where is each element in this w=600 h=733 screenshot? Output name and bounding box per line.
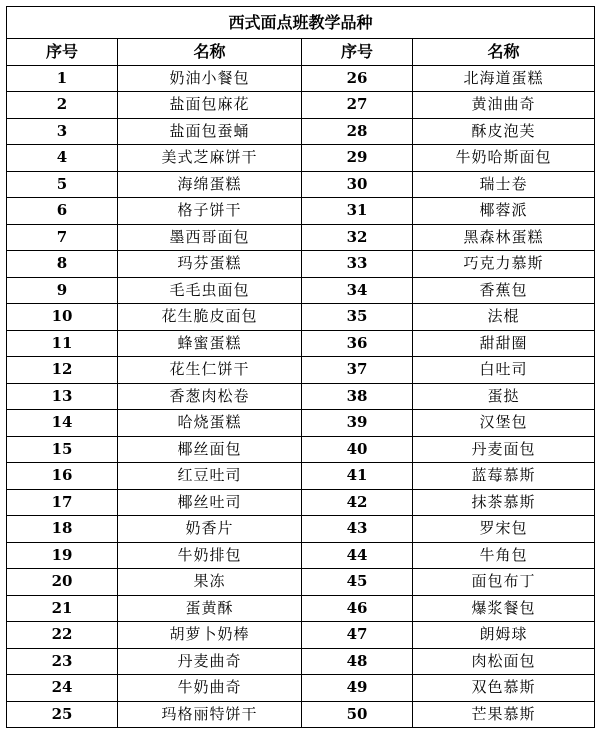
item-number-right: 49 — [302, 675, 413, 702]
item-number-right: 28 — [302, 118, 413, 145]
item-number-right: 47 — [302, 622, 413, 649]
item-name-right: 黄油曲奇 — [413, 92, 595, 119]
item-name-left: 花生脆皮面包 — [118, 304, 302, 331]
item-name-left: 哈烧蛋糕 — [118, 410, 302, 437]
item-number-left: 22 — [7, 622, 118, 649]
item-number-left: 8 — [7, 251, 118, 278]
item-number-right: 45 — [302, 569, 413, 596]
item-name-right: 瑞士卷 — [413, 171, 595, 198]
item-number-right: 34 — [302, 277, 413, 304]
item-name-right: 汉堡包 — [413, 410, 595, 437]
item-name-left: 蜂蜜蛋糕 — [118, 330, 302, 357]
table-row — [7, 463, 595, 490]
item-number-right: 36 — [302, 330, 413, 357]
curriculum-table — [6, 6, 595, 728]
item-name-left: 盐面包麻花 — [118, 92, 302, 119]
item-name-right: 罗宋包 — [413, 516, 595, 543]
item-number-left: 6 — [7, 198, 118, 225]
item-name-left: 香葱肉松卷 — [118, 383, 302, 410]
table-row — [7, 304, 595, 331]
item-number-right: 31 — [302, 198, 413, 225]
item-name-left: 海绵蛋糕 — [118, 171, 302, 198]
item-number-left: 15 — [7, 436, 118, 463]
item-name-left: 花生仁饼干 — [118, 357, 302, 384]
item-name-right: 香蕉包 — [413, 277, 595, 304]
item-number-left: 24 — [7, 675, 118, 702]
item-number-left: 1 — [7, 65, 118, 92]
header-number-right: 序号 — [302, 39, 413, 66]
table-row — [7, 569, 595, 596]
item-number-right: 32 — [302, 224, 413, 251]
item-name-left: 果冻 — [118, 569, 302, 596]
item-name-left: 丹麦曲奇 — [118, 648, 302, 675]
item-number-right: 43 — [302, 516, 413, 543]
table-row — [7, 277, 595, 304]
item-number-left: 23 — [7, 648, 118, 675]
table-row — [7, 224, 595, 251]
item-number-left: 5 — [7, 171, 118, 198]
item-name-right: 甜甜圈 — [413, 330, 595, 357]
header-name-left: 名称 — [118, 39, 302, 66]
item-name-right: 抹茶慕斯 — [413, 489, 595, 516]
table-row — [7, 65, 595, 92]
table-row — [7, 595, 595, 622]
item-number-left: 7 — [7, 224, 118, 251]
item-number-left: 25 — [7, 701, 118, 728]
item-name-right: 朗姆球 — [413, 622, 595, 649]
table-row — [7, 675, 595, 702]
item-number-left: 4 — [7, 145, 118, 172]
item-number-left: 3 — [7, 118, 118, 145]
item-number-left: 20 — [7, 569, 118, 596]
item-name-left: 毛毛虫面包 — [118, 277, 302, 304]
item-name-left: 牛奶排包 — [118, 542, 302, 569]
table-row — [7, 171, 595, 198]
item-name-left: 椰丝面包 — [118, 436, 302, 463]
item-number-right: 30 — [302, 171, 413, 198]
table-row — [7, 357, 595, 384]
item-number-right: 33 — [302, 251, 413, 278]
item-name-right: 面包布丁 — [413, 569, 595, 596]
item-number-left: 2 — [7, 92, 118, 119]
item-name-left: 牛奶曲奇 — [118, 675, 302, 702]
item-name-right: 北海道蛋糕 — [413, 65, 595, 92]
item-name-left: 奶油小餐包 — [118, 65, 302, 92]
item-name-right: 酥皮泡芙 — [413, 118, 595, 145]
item-number-right: 27 — [302, 92, 413, 119]
item-number-right: 50 — [302, 701, 413, 728]
table-title: 西式面点班教学品种 — [7, 7, 595, 39]
item-number-left: 17 — [7, 489, 118, 516]
item-number-left: 12 — [7, 357, 118, 384]
table-row — [7, 542, 595, 569]
title-row — [7, 7, 595, 39]
item-name-right: 丹麦面包 — [413, 436, 595, 463]
item-name-right: 白吐司 — [413, 357, 595, 384]
table-row — [7, 701, 595, 728]
item-number-right: 38 — [302, 383, 413, 410]
item-name-right: 蓝莓慕斯 — [413, 463, 595, 490]
table-row — [7, 622, 595, 649]
item-name-right: 牛奶哈斯面包 — [413, 145, 595, 172]
item-name-right: 黑森林蛋糕 — [413, 224, 595, 251]
item-name-left: 椰丝吐司 — [118, 489, 302, 516]
item-name-left: 格子饼干 — [118, 198, 302, 225]
item-number-right: 46 — [302, 595, 413, 622]
item-name-left: 红豆吐司 — [118, 463, 302, 490]
header-name-right: 名称 — [413, 39, 595, 66]
table-row — [7, 516, 595, 543]
item-name-right: 巧克力慕斯 — [413, 251, 595, 278]
item-number-left: 9 — [7, 277, 118, 304]
item-name-right: 法棍 — [413, 304, 595, 331]
table-row — [7, 489, 595, 516]
table-row — [7, 648, 595, 675]
item-name-left: 奶香片 — [118, 516, 302, 543]
item-name-left: 蛋黄酥 — [118, 595, 302, 622]
item-number-left: 16 — [7, 463, 118, 490]
table-row — [7, 383, 595, 410]
item-number-right: 29 — [302, 145, 413, 172]
item-number-right: 37 — [302, 357, 413, 384]
item-number-right: 42 — [302, 489, 413, 516]
item-number-left: 13 — [7, 383, 118, 410]
table-row — [7, 198, 595, 225]
header-row — [7, 39, 595, 66]
item-number-right: 40 — [302, 436, 413, 463]
item-name-left: 胡萝卜奶棒 — [118, 622, 302, 649]
item-name-right: 椰蓉派 — [413, 198, 595, 225]
item-number-right: 39 — [302, 410, 413, 437]
header-number-left: 序号 — [7, 39, 118, 66]
item-number-left: 21 — [7, 595, 118, 622]
item-number-right: 44 — [302, 542, 413, 569]
item-name-right: 牛角包 — [413, 542, 595, 569]
item-name-right: 芒果慕斯 — [413, 701, 595, 728]
table-row — [7, 436, 595, 463]
item-number-left: 19 — [7, 542, 118, 569]
item-name-right: 爆浆餐包 — [413, 595, 595, 622]
table-row — [7, 92, 595, 119]
item-number-left: 11 — [7, 330, 118, 357]
item-name-left: 墨西哥面包 — [118, 224, 302, 251]
item-number-left: 14 — [7, 410, 118, 437]
table-row — [7, 410, 595, 437]
item-number-right: 35 — [302, 304, 413, 331]
table-row — [7, 145, 595, 172]
item-name-right: 蛋挞 — [413, 383, 595, 410]
item-name-right: 双色慕斯 — [413, 675, 595, 702]
table-row — [7, 118, 595, 145]
item-name-left: 美式芝麻饼干 — [118, 145, 302, 172]
item-name-left: 玛芬蛋糕 — [118, 251, 302, 278]
spreadsheet — [6, 6, 594, 728]
table-body — [7, 65, 595, 728]
item-number-right: 26 — [302, 65, 413, 92]
item-name-left: 玛格丽特饼干 — [118, 701, 302, 728]
item-name-left: 盐面包蚕蛹 — [118, 118, 302, 145]
item-name-right: 肉松面包 — [413, 648, 595, 675]
item-number-right: 41 — [302, 463, 413, 490]
table-row — [7, 251, 595, 278]
table-row — [7, 330, 595, 357]
item-number-left: 10 — [7, 304, 118, 331]
item-number-left: 18 — [7, 516, 118, 543]
item-number-right: 48 — [302, 648, 413, 675]
